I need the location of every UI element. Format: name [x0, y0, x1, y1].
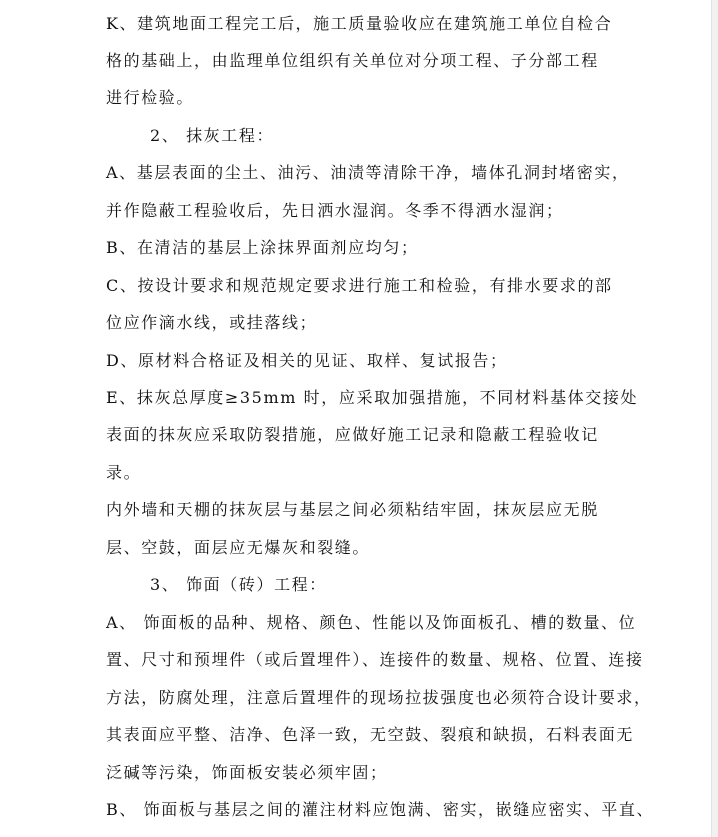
- text-line: 层、空鼓，面层应无爆灰和裂缝。: [106, 538, 371, 557]
- text-line: 位应作滴水线，或挂落线；: [106, 313, 318, 332]
- text-line: A、 饰面板的品种、规格、颜色、性能以及饰面板孔、槽的数量、位: [106, 613, 637, 632]
- text-line: 泛碱等污染，饰面板安装必须牢固；: [106, 763, 388, 782]
- text-line: 进行检验。: [106, 88, 195, 107]
- text-line: 表面的抹灰应采取防裂措施，应做好施工记录和隐蔽工程验收记: [106, 425, 599, 444]
- text-line: D、原材料合格证及相关的见证、取样、复试报告；: [106, 351, 508, 370]
- text-line: E、抹灰总厚度≥35mm 时，应采取加强措施，不同材料基体交接处: [106, 388, 639, 407]
- text-line: A、基层表面的尘土、油污、油渍等清除干净，墙体孔洞封堵密实，: [106, 163, 630, 182]
- text-line: C、按设计要求和规范规定要求进行施工和检验，有排水要求的部: [106, 276, 613, 295]
- text-line: 并作隐蔽工程验收后，先日洒水湿润。冬季不得洒水湿润；: [106, 201, 564, 220]
- section-heading: 2、 抹灰工程：: [150, 126, 275, 145]
- text-line: 置、尺寸和预埋件（或后置埋件）、连接件的数量、规格、位置、连接: [106, 650, 644, 669]
- text-line: 格的基础上，由监理单位组织有关单位对分项工程、子分部工程: [106, 51, 599, 70]
- text-line: 其表面应平整、洁净、色泽一致，无空鼓、裂痕和缺损，石料表面无: [106, 725, 635, 744]
- section-heading: 3、 饰面（砖）工程：: [150, 575, 327, 594]
- page-edge: [711, 0, 718, 837]
- text-line: K、建筑地面工程完工后，施工质量验收应在建筑施工单位自检合: [106, 14, 613, 33]
- text-line: B、 饰面板与基层之间的灌注材料应饱满、密实，嵌缝应密实、平直、: [106, 800, 655, 819]
- text-line: 录。: [106, 463, 142, 482]
- text-line: B、在清洁的基层上涂抹界面剂应均匀；: [106, 238, 419, 257]
- text-line: 方法，防腐处理，注意后置埋件的现场拉拔强度也必须符合设计要求，: [106, 688, 652, 707]
- text-line: 内外墙和天棚的抹灰层与基层之间必须粘结牢固，抹灰层应无脱: [106, 500, 599, 519]
